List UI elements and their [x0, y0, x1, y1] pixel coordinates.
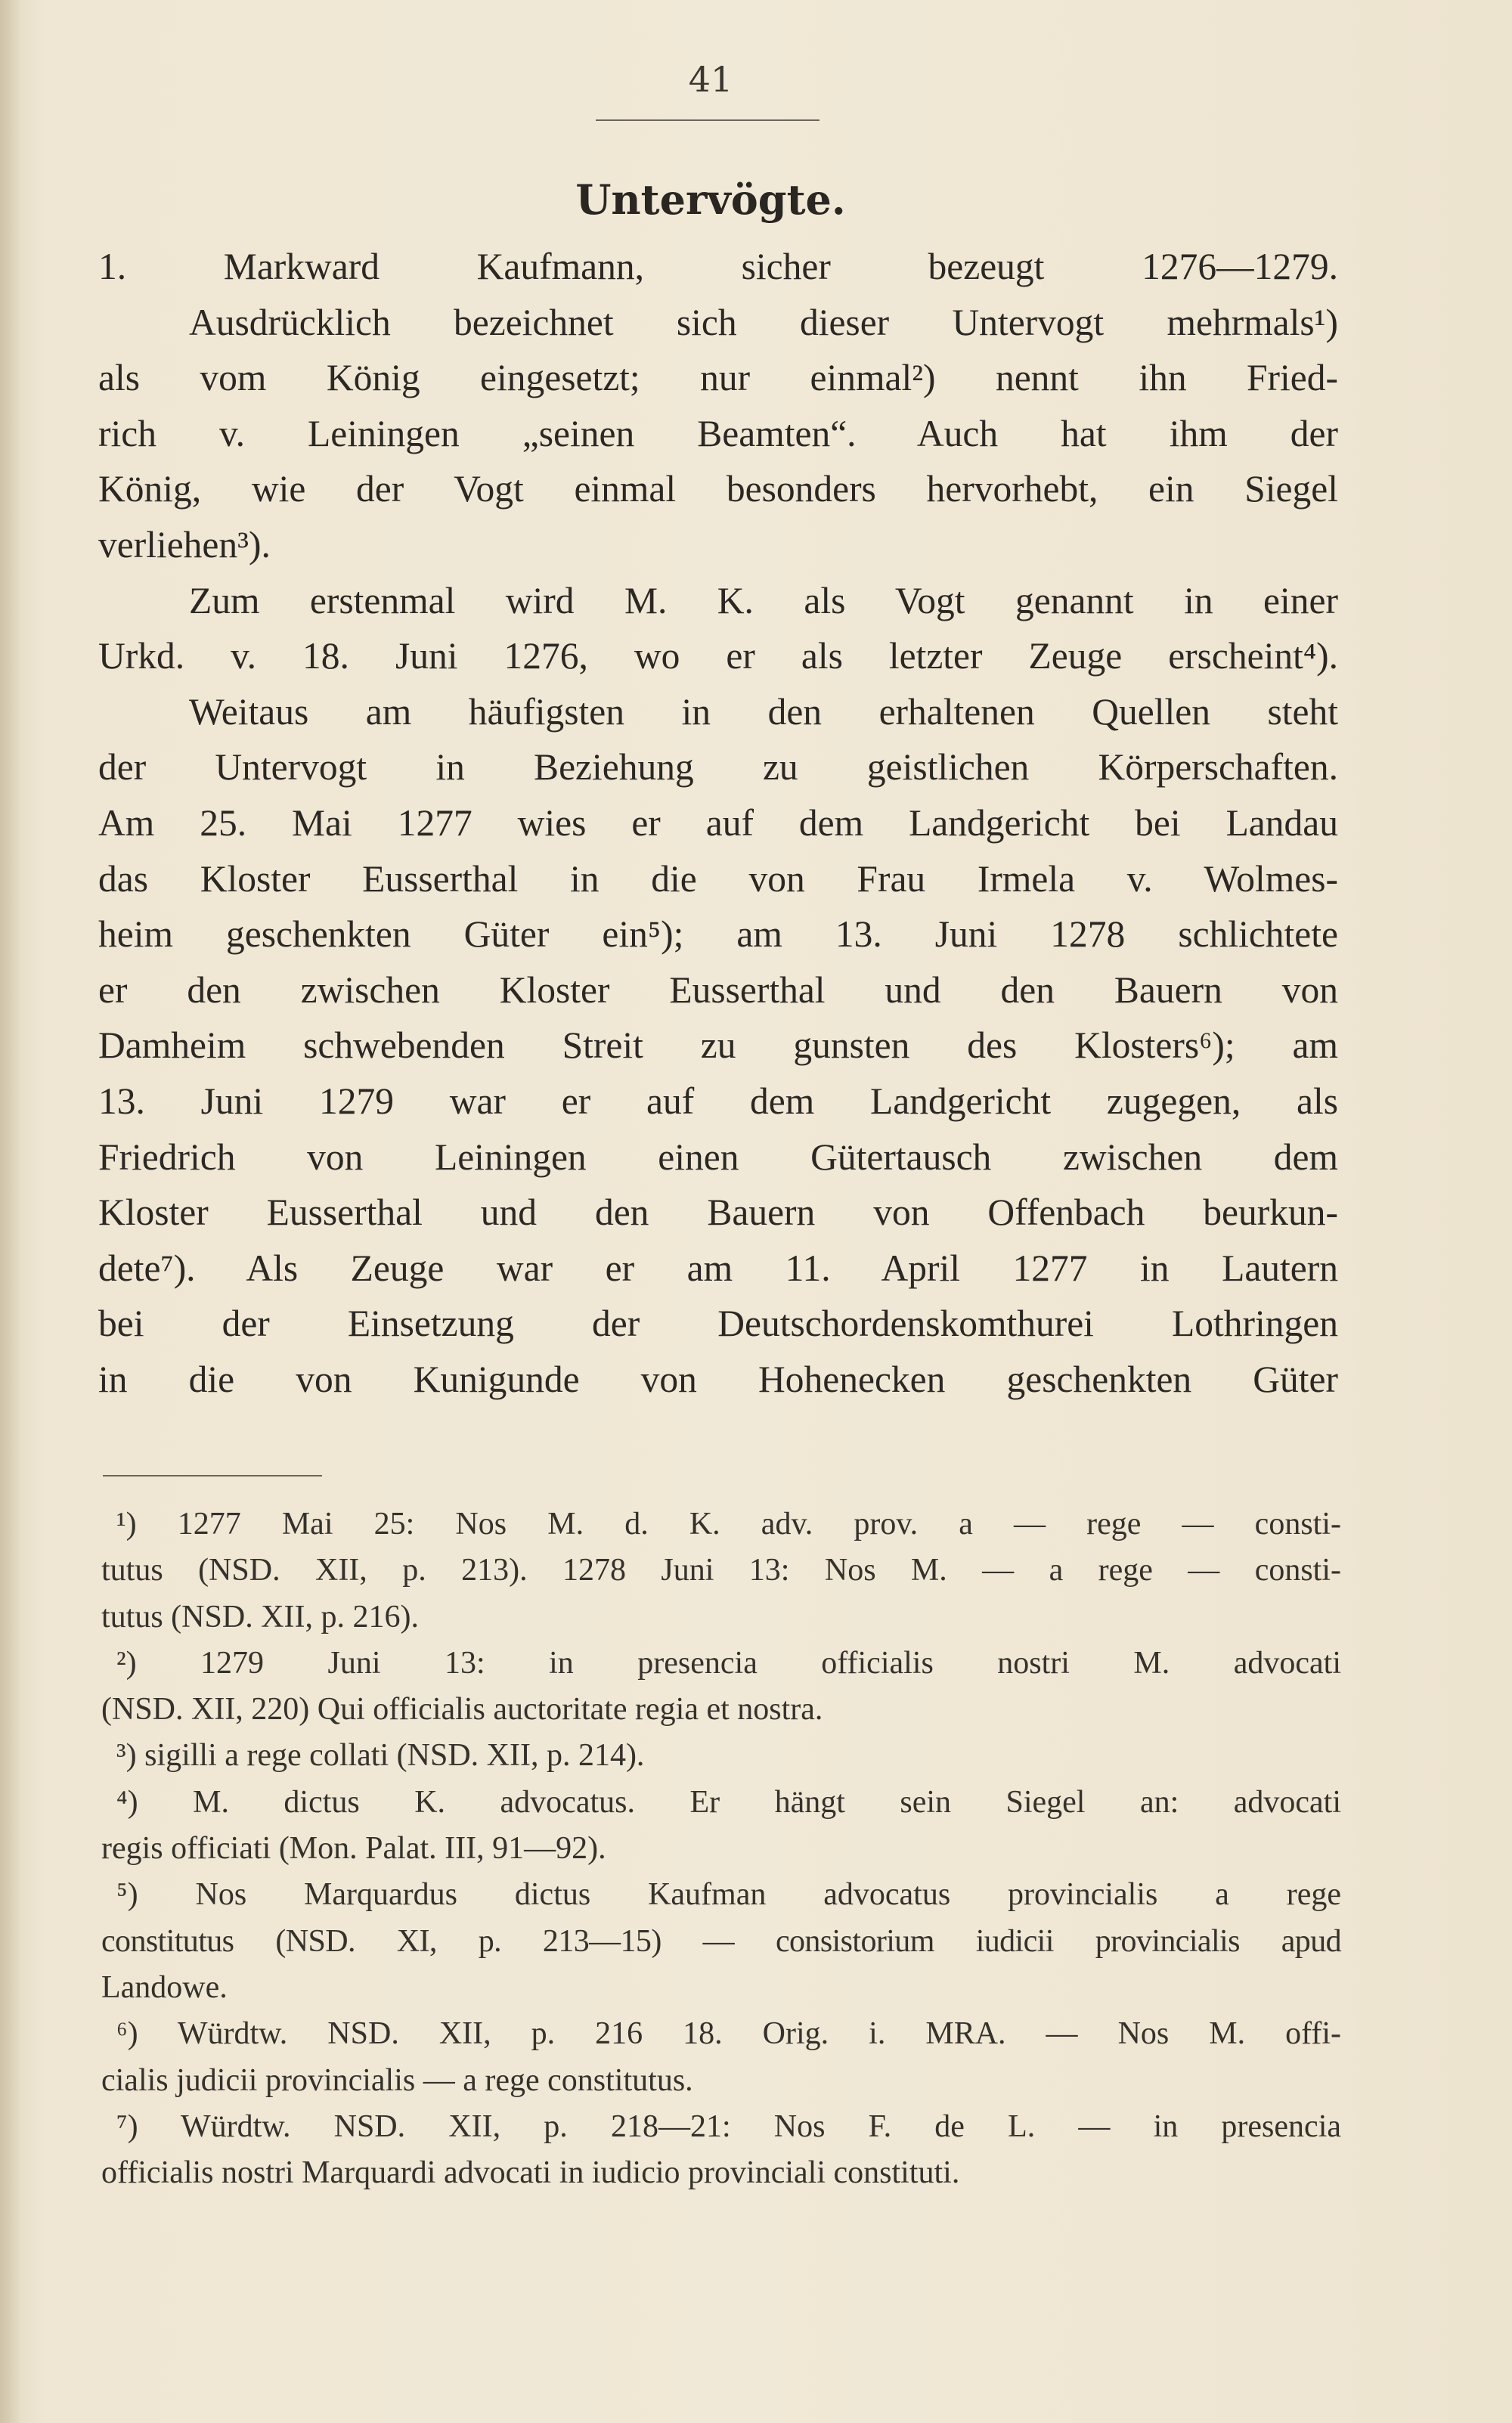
body-line: Weitaus am häufigsten in den erhaltenen Quellen steht — [189, 690, 1338, 733]
body-line: er den zwischen Kloster Eusserthal und den Bauern von — [98, 968, 1338, 1011]
footnote-line: regis officiati (Mon. Palat. III, 91—92). — [101, 1831, 606, 1867]
footnote-line: tutus (NSD. XII, p. 213). 1278 Juni 13: Nos M. — a rege — consti- — [101, 1553, 1341, 1588]
page-number: 41 — [688, 59, 733, 100]
body-line: 1. Markward Kaufmann, sicher bezeugt 1276—1279. — [98, 246, 1338, 287]
header-rule — [596, 119, 820, 121]
page-gutter-shadow — [0, 0, 21, 2423]
body-line: in die von Kunigunde von Hohenecken geschenkten Güter — [98, 1358, 1338, 1400]
footnote-line: ⁶) Würdtw. NSD. XII, p. 216 18. Orig. i. MRA. — Nos M. offi- — [116, 2016, 1341, 2052]
body-line: verliehen³). — [98, 523, 271, 565]
footnote-rule — [103, 1475, 322, 1476]
footnote-line: tutus (NSD. XII, p. 216). — [101, 1599, 419, 1634]
body-line: Am 25. Mai 1277 wies er auf dem Landgericht bei Landau — [98, 801, 1338, 844]
body-line: das Kloster Eusserthal in die von Frau Irmela v. Wolmes- — [98, 857, 1338, 900]
footnote-line: Landowe. — [101, 1969, 228, 2005]
footnote-line: ¹) 1277 Mai 25: Nos M. d. K. adv. prov. a — rege — consti- — [116, 1507, 1341, 1541]
footnote-line: ⁴) M. dictus K. advocatus. Er hängt sein Siegel an: advocati — [116, 1784, 1341, 1820]
footnote-line: ⁷) Würdtw. NSD. XII, p. 218—21: Nos F. de L. — in presencia — [116, 2109, 1341, 2144]
footnote-line: constitutus (NSD. XI, p. 213—15) — consistorium iudicii provincialis apud — [101, 1923, 1341, 1959]
body-line: als vom König eingesetzt; nur einmal²) nennt ihn Fried- — [98, 357, 1338, 399]
footnotes — [101, 1501, 1341, 2196]
section-title: Untervögte. — [575, 175, 846, 224]
body-line: 13. Juni 1279 war er auf dem Landgericht zugegen, als — [98, 1080, 1338, 1122]
footnote-line: officialis nostri Marquardi advocati in iudicio provinciali constituti. — [101, 2155, 960, 2191]
footnote-line: ⁵) Nos Marquardus dictus Kaufman advocatus provincialis a rege — [116, 1877, 1341, 1913]
body-line: Urkd. v. 18. Juni 1276, wo er als letzter Zeuge erscheint⁴). — [98, 635, 1338, 677]
body-line: Kloster Eusserthal und den Bauern von Offenbach beurkun- — [98, 1191, 1338, 1234]
body-line: heim geschenkten Güter ein⁵); am 13. Juni 1278 schlichtete — [98, 913, 1338, 956]
footnote-line: cialis judicii provincialis — a rege constitutus. — [101, 2062, 693, 2098]
body-line: bei der Einsetzung der Deutschordenskomthurei Lothringen — [98, 1303, 1338, 1345]
footnote-line: ²) 1279 Juni 13: in presencia officialis nostri M. advocati — [116, 1645, 1341, 1681]
body-line: dete⁷). Als Zeuge war er am 11. April 1277 in Lautern — [98, 1247, 1338, 1289]
footnote-line: ³) sigilli a rege collati (NSD. XII, p. 214). — [116, 1738, 645, 1774]
body-line: Damheim schwebenden Streit zu gunsten des Klosters⁶); am — [98, 1024, 1338, 1067]
body-line: König, wie der Vogt einmal besonders hervorhebt, ein Siegel — [98, 468, 1338, 510]
footnote-line: (NSD. XII, 220) Qui officialis auctoritate regia et nostra. — [101, 1692, 823, 1727]
body-line: Friedrich von Leiningen einen Gütertausch zwischen dem — [98, 1136, 1338, 1178]
body-line: rich v. Leiningen „seinen Beamten“. Auch hat ihm der — [98, 412, 1338, 454]
body-line: Zum erstenmal wird M. K. als Vogt genannt in einer — [189, 579, 1338, 621]
body-line: der Untervogt in Beziehung zu geistlichen Körperschaften. — [98, 746, 1338, 789]
body-text — [98, 239, 1338, 1407]
body-line: Ausdrücklich bezeichnet sich dieser Untervogt mehrmals¹) — [189, 301, 1338, 343]
